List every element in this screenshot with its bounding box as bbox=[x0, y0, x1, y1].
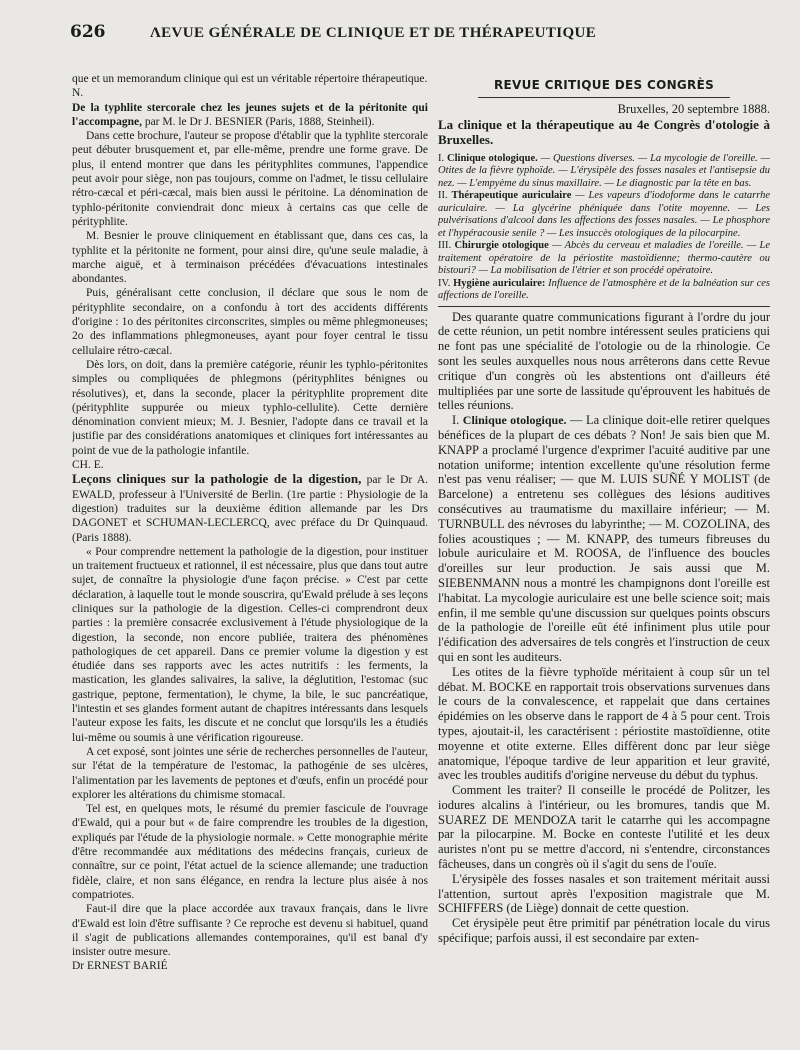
page-header bbox=[70, 22, 760, 44]
signature: CH. E. bbox=[72, 459, 104, 472]
review-heading bbox=[72, 472, 428, 544]
divider bbox=[478, 97, 730, 98]
book-title: Leçons cliniques sur la pathologie de la digestion, bbox=[72, 471, 362, 487]
page-number: 626 bbox=[70, 22, 106, 42]
table-of-contents bbox=[438, 153, 770, 303]
paragraph: M. Besnier le prouve cliniquement en établissant que, dans ces cas, la typhlite et la péritonite ne forment, pour ainsi dire, qu'une seule maladie, à marche aiguë, et à terminaison précédées d'évacuations intestinales abondantes. bbox=[72, 230, 428, 286]
right-column bbox=[438, 72, 770, 1037]
paragraph: Les otites de la fièvre typhoïde méritaient à coup sûr un tel débat. M. BOCKE en rapportait trois observations survenues dans le cours de la convalescence, et rappelait que dans certaines épidémies on les observe dans le rapport de 4 à 5 pour cent. Trois types, ajoutait-il, les caractérisent : périostite mastoïdienne, otite moyenne et otite externe. Elles diffèrent donc par leur siège anatomique, l'époque tardive de leur apparition et leur gravité, avec les troubles auditifs d'origine nerveuse du début du typhus. bbox=[438, 664, 770, 783]
book-meta: par le Dr A. EWALD, professeur à l'Université de Berlin. (1re partie : Physiologie de la digestion) traduites sur la deuxième édition allemande par les Drs DAGONET et SCHUMAN-LECLERCQ, avec préface du Dr Quinquaud. (Paris 1888). bbox=[72, 474, 428, 544]
paragraph: Comment les traiter? Il conseille le procédé de Politzer, les iodures alcalins à l'intérieur, ou les bromures, tandis que M. SUAREZ DE MENDOZA tarit le catarrhe qui les accompagne par la pilocarpine. M. Bocke en conteste l'utilité et les deux auristes n'ont pu se mettre d'accord, ni s'entendre, circonstances fâcheuses, dans un congrès où il s'agit du sens de l'ouïe. bbox=[438, 783, 770, 872]
book-meta: par M. le Dr J. BESNIER (Paris, 1888, Steinheil). bbox=[144, 115, 375, 128]
paragraph: Tel est, en quelques mots, le résumé du premier fascicule de l'ouvrage d'Ewald, qui a pour but « de faire comprendre les troubles de la digestion, expliqués par l'étude de la physiologie normale. » Cette monographie mérite d'être recommandée aux méditations des médecins français, curieux de connaître, sur ce point, l'état actuel de la science allemande; une traduction fidèle, claire, et non sans élégance, en rendra la lecture plus aisée à nos compatriotes. bbox=[72, 803, 428, 901]
paragraph: Des quarante quatre communications figurant à l'ordre du jour de cette réunion, un petit nombre intéressent seules praticiens qui ne font pas une spécialité de l'otologie ou de la rhinologie. Ce sont les seules auxquelles nous nous arrêterons dans cette Revue critique d'un congrès où les abstentions ont d'ailleurs été multipliées par une sorte de lassitude qu'éprouvent les habitués de telles réunions. bbox=[438, 309, 770, 413]
toc-item: III. Chirurgie otologique — Abcès du cerveau et maladies de l'oreille. — Le traitement opératoire de la périostite mastoïdienne; thermo-cautère ou bistouri? — La mobilisation de l'étrier et son procédé opératoire. bbox=[438, 240, 770, 277]
toc-item: I. Clinique otologique. — Questions diverses. — La mycologie de l'oreille. — Otites de la fièvre typhoïde. — L'érysipèle des fosses nasales et l'antisepsie du nez. — L'empyème du sinus maxillaire. — Le diagnostic par la tête en bas. bbox=[438, 152, 770, 189]
section-subheading: Clinique otologique. bbox=[462, 413, 567, 428]
paragraph: I. Clinique otologique. — La clinique doit-elle retirer quelques bénéfices de la plupart de ces débats ? Non! Je sais bien que M. KNAPP a proclamé l'urgence d'exprimer l'acuité auditive par une notation uniforme; intention excellente qu'une résolution ferme n'est pas venu réaliser; — que M. LUIS SUÑÉ Y MOLIST (de Barcelone) a entretenu ses collègues des lésions auditives consécutives au traumatisme du maxillaire inférieur; — M. TURNBULL des névroses du labyrinthe; — M. COZOLINA, des folies acoustiques ; — M. KNAPP, des tumeurs fibreuses du lobule auriculaire et M. ROOSA, de l'influence des boucles d'oreilles sur leur production. Je sais aussi que M. SIEBENMANN nous a montré les champignons dont l'oreille est l'habitat. La mycologie auriculaire est une belle science soit; mais enfin, il me semble qu'une discussion sur quelques points obscurs de la pathologie de l'oreille eût été infiniment plus utile pour l'édification des adversaires de tels congrès et l'instruction de ceux qui en sont les auditeurs. bbox=[438, 413, 770, 664]
paragraph: L'érysipèle des fosses nasales et son traitement méritait aussi l'attention, surtout après l'exposition magistrale que M. SCHIFFERS (de Liège) donnait de cette question. bbox=[438, 871, 770, 916]
divider bbox=[438, 306, 770, 307]
toc-item: IV. Hygiène auriculaire: Influence de l'atmosphère et de la balnéation sur ces affections de l'oreille. bbox=[438, 277, 770, 302]
toc-item: II. Thérapeutique auriculaire — Les vapeurs d'iodoforme dans le catarrhe auriculaire. — La glycérine phéniquée dans l'otite moyenne. — Les pulvérisations d'alcool dans les affections des fosses nasales. — Le phosphore et l'hypéracousie senile ? — Les insuccès otologiques de la pilocarpine. bbox=[438, 190, 770, 239]
paragraph: « Pour comprendre nettement la pathologie de la digestion, pour instituer un traitement fructueux et rationnel, il est nécessaire, plus que dans tout autre sujet, de connaître la physiologie d'une façon précise. » C'est par cette déclaration, à laquelle tout le monde souscrira, qu'Ewald prélude à ses leçons cliniques sur la pathologie de la digestion. Celles-ci comprendront deux parties : la première consacrée exclusivement à l'étude physiologique de la digestion, la seconde, non encore publiée, traitera des phénomènes pathologiques de cet appareil. Dans ce premier volume la digestion y est étudiée dans ses rapports avec les actes nutritifs : les ferments, la mastication, les glandes salivaires, la salive, la déglutition, l'estomac (suc gastrique, peptone, fermentation), le chyme, la bile, le suc pancréatique, l'intestin et ses glandes forment autant de chapitres intéressants dans lesquels l'auteur expose les faits, les discute et ne conclut que lorsqu'ils les a étudiés lui-même ou soumis à une vérification rigoureuse. bbox=[72, 545, 428, 744]
section-heading: REVUE CRITIQUE DES CONGRÈS bbox=[493, 78, 715, 92]
signature: N. bbox=[72, 87, 84, 100]
paragraph: Dès lors, on doit, dans la première catégorie, réunir les typhlo-péritonites simples ou compliquées de phlegmons (pérityphlites bénignes ou résolutives), et, dans la seconde, placer la pérityphlite proprement dite (pérityphlite suppurée ou mieux typhlo-cellulite). Cette dernière dénomination convient mieux; M. J. Besnier, l'adopte dans ce travail et la justifie par des considérations anatomiques et cliniques fort intéressantes au point de vue de la pathologie infantile. bbox=[72, 358, 428, 457]
book-title: De la typhlite stercorale chez les jeunes sujets et de la péritonite qui l'accompagne, bbox=[72, 101, 428, 128]
left-column bbox=[72, 72, 428, 1037]
paragraph: Faut-il dire que la place accordée aux travaux français, dans le livre d'Ewald est loin d'être suffisante ? Ce reproche est devenu si habituel, quand il s'agit de publications allemandes contemporaines, qu'il est banal d'y insister outre mesure. bbox=[72, 903, 428, 959]
review-heading bbox=[72, 101, 428, 130]
paragraph: Puis, généralisant cette conclusion, il déclare que sous le nom de pérityphlite secondaire, on a confondu à tort des accidents différents d'origine : 1o des péritonites circonscrites, simples ou même phlegmoneuses; 2o des inflammations phlegmoneuses, ayant pour foyer central le tissu cellulaire rétro-cæcal. bbox=[72, 287, 428, 357]
dateline: Bruxelles, 20 septembre 1888. bbox=[617, 101, 770, 116]
paragraph: A cet exposé, sont jointes une série de recherches personnelles de l'auteur, sur l'état de la température de l'estomac, la pathogénie de ses ulcères, l'alimentation par les lavements de peptones et d'œufs, enfin un procédé pour explorer les altérations du chimisme stomacal. bbox=[72, 745, 428, 801]
paragraph: Dans cette brochure, l'auteur se propose d'établir que la typhlite stercorale peut débuter brusquement et, par elle-même, prendre une forme grave. De plus, il entend montrer que dans les pérityphlites communes, l'appendice peut avoir pour siège, non pas toujours, comme on l'admet, le tissu cellulaire rétro-cæcal et péri-cæcal, mais bien aussi le péritoine. La dénomination de typhlo-péritonite conviendrait donc mieux à certains cas que celle de pérityphlite. bbox=[72, 130, 428, 228]
running-title: ΛEVUE GÉNÉRALE DE CLINIQUE ET DE THÉRAPEUTIQUE bbox=[150, 25, 597, 41]
paragraph: Cet érysipèle peut être primitif par pénétration locale du virus spécifique; parfois aussi, il est secondaire par exten- bbox=[438, 916, 770, 946]
paragraph: que et un memorandum clinique qui est un véritable répertoire thérapeutique. bbox=[72, 73, 428, 85]
signature: Dr ERNEST BARIÉ bbox=[72, 960, 168, 973]
article-title: La clinique et la thérapeutique au 4e Congrès d'otologie à Bruxelles. bbox=[438, 116, 770, 147]
